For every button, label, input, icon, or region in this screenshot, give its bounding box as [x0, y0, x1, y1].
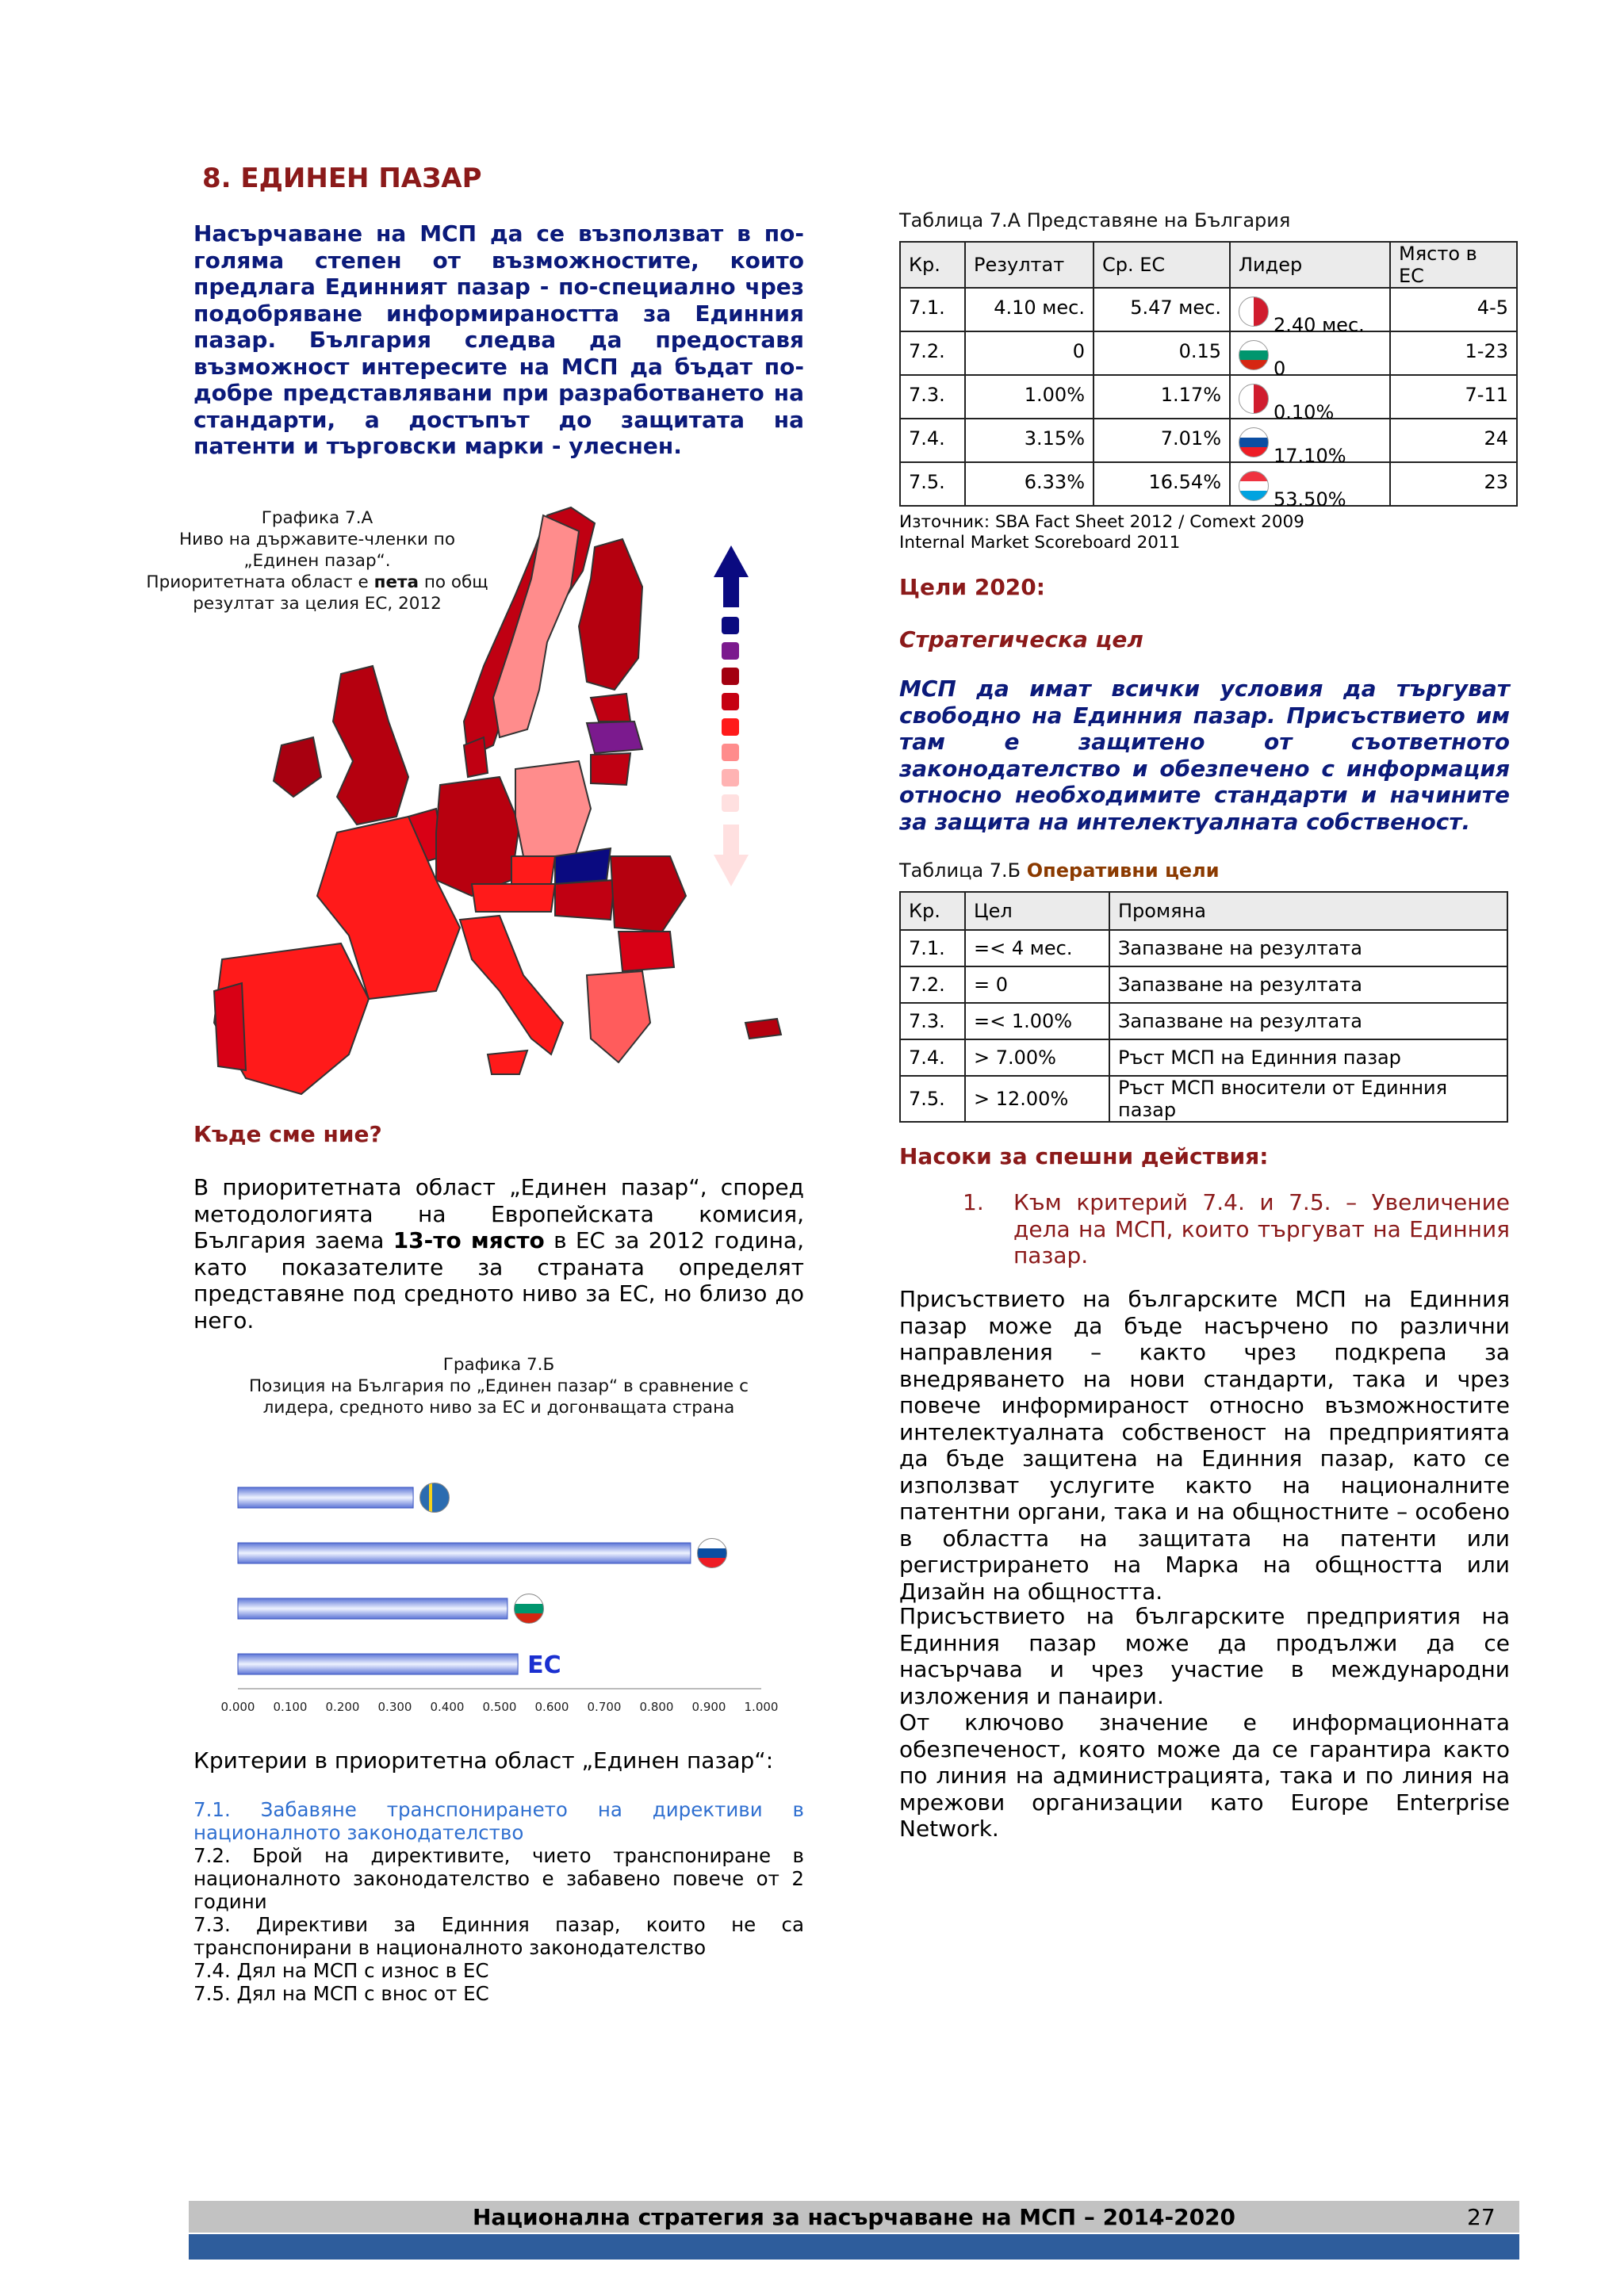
map-region — [333, 666, 408, 825]
table-a-title: Таблица 7.А Представяне на България — [899, 209, 1291, 232]
strategic-text: МСП да имат всички условия да търгуват свободно на Единния пазар. Присъствието им там е защитено от съответното законодателство и обезпечено с информация относно необходимите стандарти и начините за защита на интелектуалната собственост. — [899, 675, 1510, 835]
cell-criterion: 7.1. — [900, 288, 965, 331]
legend-swatch — [722, 794, 739, 812]
col-header: Цел — [965, 892, 1109, 930]
map-region — [555, 880, 615, 920]
flag-icon — [1239, 297, 1269, 327]
goals-heading: Цели 2020: — [899, 574, 1045, 600]
legend-swatch — [722, 744, 739, 761]
bar-label: ЕС — [527, 1651, 561, 1679]
cell-eu-place: 7-11 — [1390, 375, 1517, 419]
col-header: Резултат — [965, 242, 1094, 288]
cell-eu-place: 23 — [1390, 462, 1517, 506]
chart-caption-line: Графика 7.Б — [442, 1355, 555, 1375]
table-row — [900, 930, 1507, 966]
criteria-item: 7.2. Брой на директивите, чието транспониране в националното законодателство е забавено повече от 2 години — [193, 1844, 804, 1913]
actions-paragraph: Присъствието на българските МСП на Единния пазар може да бъде насърчено по различни направления – както чрез подкрепа за внедряването на нови стандарти, така и чрез повече информираност относно възможностите интелектуалната собственост на предприятията да бъде защитена на Единния пазар, като се използват услугите както на националните патентни органи, така и на общностните – особено в областта на защитата на патенти или регистрирането на Марка на общността или Дизайн на общността. — [899, 1286, 1510, 1605]
source-line: Internal Market Scoreboard 2011 — [899, 533, 1181, 553]
x-tick-label: 0.500 — [482, 1700, 517, 1714]
legend-swatch — [722, 718, 739, 736]
caption-bold: пета — [373, 572, 419, 592]
actions-paragraph: От ключово значение е информационната обезпеченост, която може да се гарантира както по линия на администрацията, така и по линия на мрежови организации като Europe Enterprise Network. — [899, 1709, 1510, 1842]
legend-swatch — [722, 668, 739, 685]
cell-criterion: 7.3. — [900, 375, 965, 419]
cell-goal: > 7.00% — [965, 1039, 1109, 1076]
caption-text: Приоритетната област е — [146, 572, 374, 592]
cell-goal: =< 4 мес. — [965, 930, 1109, 966]
flag-icon — [1239, 384, 1269, 414]
cell-leader — [1230, 419, 1390, 467]
cell-result: 0 — [965, 331, 1094, 375]
table-row — [900, 419, 1517, 462]
col-header: Кр. — [900, 892, 965, 930]
cell-change: Ръст МСП вносители от Единния пазар — [1109, 1076, 1507, 1122]
caption-text: по общ — [419, 572, 488, 592]
cell-criterion: 7.2. — [900, 966, 965, 1003]
cell-change: Запазване на резултата — [1109, 930, 1507, 966]
legend-swatch — [722, 769, 739, 786]
col-header: Кр. — [900, 242, 965, 288]
cell-result: 1.00% — [965, 375, 1094, 419]
flag-icon — [697, 1538, 727, 1568]
cell-criterion: 7.1. — [900, 930, 965, 966]
where-bold: 13-то място — [393, 1227, 545, 1253]
x-tick-label: 0.000 — [220, 1700, 255, 1714]
cell-result: 4.10 мес. — [965, 288, 1094, 331]
col-header: Лидер — [1230, 242, 1390, 288]
table-header-row — [900, 242, 1517, 288]
legend-swatch — [722, 617, 739, 634]
actions-paragraph: Присъствието на българските предприятия на Единния пазар може да продължи да се насърчава и чрез участие в международни изложения и панаири. — [899, 1603, 1510, 1709]
leader-value: 0 — [1274, 358, 1286, 380]
map-region — [579, 539, 642, 690]
cell-eu-average: 16.54% — [1094, 462, 1230, 506]
x-tick-label: 1.000 — [744, 1700, 779, 1714]
flag-icon — [514, 1594, 544, 1624]
cell-change: Ръст МСП на Единния пазар — [1109, 1039, 1507, 1076]
cell-leader — [1230, 288, 1390, 336]
bar — [238, 1487, 413, 1508]
x-tick-label: 0.300 — [377, 1700, 412, 1714]
arrow-up-icon — [712, 545, 750, 609]
table-row — [900, 288, 1517, 331]
cell-goal: =< 1.00% — [965, 1003, 1109, 1039]
criteria-item: 7.4. Дял на МСП с износ в ЕС — [193, 1959, 489, 1982]
x-tick-label: 0.100 — [273, 1700, 308, 1714]
x-tick-label: 0.400 — [430, 1700, 465, 1714]
cell-eu-average: 7.01% — [1094, 419, 1230, 462]
where-paragraph — [193, 1174, 804, 1334]
table-header-row — [900, 892, 1507, 930]
bar-flag — [419, 1483, 454, 1517]
cell-eu-place: 1-23 — [1390, 331, 1517, 375]
map-region — [619, 932, 674, 971]
bar — [238, 1654, 518, 1674]
bar — [238, 1598, 508, 1619]
page-number: 27 — [1467, 2204, 1496, 2230]
criteria-list — [193, 1798, 804, 2005]
table-row — [900, 331, 1517, 375]
map-region — [214, 983, 246, 1070]
table-b — [899, 891, 1508, 1123]
bar-flag — [697, 1538, 732, 1573]
legend-swatch — [722, 693, 739, 710]
cell-leader — [1230, 462, 1390, 511]
map-region — [472, 884, 555, 912]
actions-heading: Насоки за спешни действия: — [899, 1143, 1269, 1169]
map-region — [511, 856, 555, 884]
cell-change: Запазване на резултата — [1109, 966, 1507, 1003]
intro-paragraph: Насърчаване на МСП да се възползват в по-голяма степен от възможностите, които предлага Единният пазар - по-специално чрез подобряване информираността за Единния пазар. България следва да предоставя възможност интересите на МСП да бъдат по-добре представлявани при разработването на стандарти, а достъпът до защитата на патенти и търговски марки - улеснен. — [193, 220, 804, 459]
table-row — [900, 1076, 1507, 1122]
bar — [238, 1543, 691, 1563]
map-region — [274, 737, 321, 797]
map-caption-line: „Единен пазар“. — [243, 551, 391, 571]
table-b-title-text: Таблица 7.Б — [899, 859, 1027, 882]
flag-icon — [1239, 471, 1269, 501]
table-a-source — [899, 512, 1304, 553]
leader-value: 2.40 мес. — [1274, 314, 1365, 336]
table-a — [899, 241, 1518, 511]
cell-leader — [1230, 331, 1390, 380]
action-item: Към критерий 7.4. и 7.5. – Увеличение дела на МСП, които търгуват на Единния пазар. — [1013, 1189, 1510, 1269]
cell-eu-average: 1.17% — [1094, 375, 1230, 419]
map-region — [611, 856, 686, 932]
x-tick-label: 0.800 — [639, 1700, 674, 1714]
cell-leader — [1230, 375, 1390, 423]
col-header: Промяна — [1109, 892, 1507, 930]
criteria-item: 7.3. Директиви за Единния пазар, които не са транспонирани в националното законодателство — [193, 1913, 804, 1959]
flag-icon — [1239, 340, 1269, 370]
x-tick-label: 0.700 — [587, 1700, 622, 1714]
criteria-heading: Критерии в приоритетна област „Единен пазар“: — [193, 1747, 774, 1774]
cell-eu-average: 0.15 — [1094, 331, 1230, 375]
strategic-heading: Стратегическа цел — [899, 626, 1143, 652]
table-b-title-bold: Оперативни цели — [1026, 859, 1220, 882]
flag-icon — [419, 1483, 450, 1513]
footer-stripe — [189, 2234, 1519, 2260]
cell-goal: > 12.00% — [965, 1076, 1109, 1122]
cell-criterion: 7.5. — [900, 462, 965, 506]
col-header: Място в ЕС — [1390, 242, 1517, 288]
map-region — [436, 777, 519, 896]
where-text: В приоритетната област „Единен пазар“, според методологията на Европейската комисия, България заема — [193, 1174, 804, 1253]
x-tick-label: 0.600 — [534, 1700, 569, 1714]
map-region — [460, 916, 563, 1054]
map-region — [587, 971, 650, 1062]
cell-result: 6.33% — [965, 462, 1094, 506]
col-header: Ср. ЕС — [1094, 242, 1230, 288]
legend-arrow-down — [712, 825, 750, 888]
bar-flag — [514, 1594, 549, 1628]
table-row — [900, 375, 1517, 419]
map-region — [587, 721, 642, 753]
chart-caption-line: Позиция на България по „Единен пазар“ в сравнение с — [249, 1376, 749, 1396]
cell-result: 3.15% — [965, 419, 1094, 462]
cell-criterion: 7.3. — [900, 1003, 965, 1039]
map-region — [745, 1019, 781, 1039]
criteria-item: 7.1. Забавяне транспонирането на директиви в националното законодателство — [193, 1798, 804, 1844]
source-line: Източник: SBA Fact Sheet 2012 / Comext 2009 — [899, 512, 1304, 532]
chart-caption — [193, 1354, 804, 1418]
section-title: 8. ЕДИНЕН ПАЗАР — [202, 163, 482, 194]
leader-value: 0.10% — [1274, 401, 1335, 423]
chart-caption-line: лидера, средното ниво за ЕС и догонващата страна — [262, 1398, 735, 1418]
cell-eu-place: 24 — [1390, 419, 1517, 462]
where-heading: Къде сме ние? — [193, 1121, 382, 1147]
x-tick-label: 0.900 — [691, 1700, 726, 1714]
leader-value: 53.50% — [1274, 488, 1346, 511]
x-tick-label: 0.200 — [325, 1700, 360, 1714]
legend-arrow-up — [712, 545, 750, 609]
map-region — [591, 753, 630, 785]
cell-criterion: 7.4. — [900, 1039, 965, 1076]
legend-swatch — [722, 642, 739, 660]
map-caption-line: Графика 7.А — [261, 508, 373, 528]
table-row — [900, 966, 1507, 1003]
table-row — [900, 462, 1517, 506]
table-row — [900, 1003, 1507, 1039]
table-row — [900, 1039, 1507, 1076]
table-b-title — [899, 859, 1220, 882]
cell-goal: = 0 — [965, 966, 1109, 1003]
footer-title: Национална стратегия за насърчаване на МСП – 2014-2020 — [472, 2204, 1236, 2230]
flag-icon — [1239, 427, 1269, 457]
cell-criterion: 7.4. — [900, 419, 965, 462]
bar-chart — [214, 1459, 793, 1728]
cell-eu-average: 5.47 мес. — [1094, 288, 1230, 331]
cell-criterion: 7.2. — [900, 331, 965, 375]
cell-criterion: 7.5. — [900, 1076, 965, 1122]
map-region — [515, 761, 591, 856]
where-text: в ЕС за 2012 година, като показателите за страната определят представяне под средното ниво за ЕС, но близо до него. — [193, 1227, 804, 1334]
map-region — [464, 737, 488, 777]
arrow-down-icon — [712, 825, 750, 888]
cell-eu-place: 4-5 — [1390, 288, 1517, 331]
cell-change: Запазване на резултата — [1109, 1003, 1507, 1039]
leader-value: 17.10% — [1274, 445, 1346, 467]
map-region — [488, 1050, 527, 1074]
map-caption-line: резултат за целия ЕС, 2012 — [193, 594, 442, 614]
criteria-item: 7.5. Дял на МСП с внос от ЕС — [193, 1982, 489, 2005]
map-region — [591, 694, 630, 721]
action-number: 1. — [963, 1189, 984, 1215]
map-caption-line: Ниво на държавите-членки по — [179, 530, 455, 549]
